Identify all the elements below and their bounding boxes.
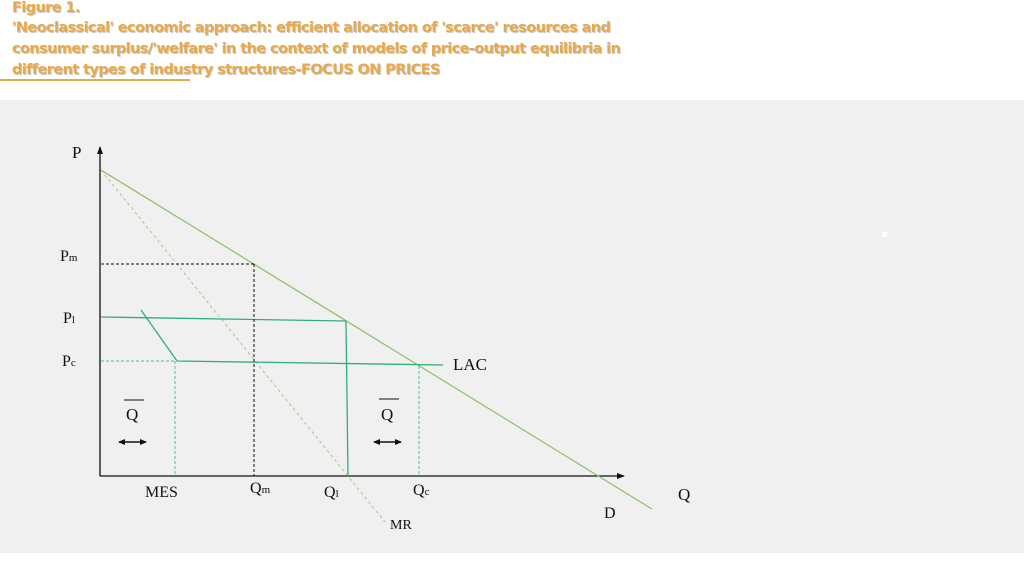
pm-label: Pm — [60, 248, 78, 265]
demand-curve — [101, 170, 652, 509]
title-line-1: 'Neoclassical' economic approach: efficient allocation of 'scarce' resources and — [12, 20, 611, 36]
demand-label: D — [604, 505, 616, 522]
y-axis-label: P — [72, 143, 82, 162]
qc-label: Qc — [413, 482, 430, 499]
ql-label: Ql — [324, 484, 339, 501]
mr-label: MR — [390, 518, 412, 533]
qbar-left-label: Q — [126, 405, 139, 424]
mes-label: MES — [145, 484, 178, 501]
limit-quantity-line — [346, 321, 348, 476]
x-axis-label: Q — [678, 485, 691, 504]
title-line-2: consumer surplus/'welfare' in the context of models of price-output equilibria in — [12, 41, 621, 57]
pc-label: Pc — [62, 353, 76, 370]
title-line-3: different types of industry structures-FOCUS ON PRICES — [12, 62, 440, 78]
qbar-right-label: Q — [381, 405, 394, 424]
figure-number: Figure 1. — [12, 0, 80, 16]
qm-label: Qm — [250, 480, 271, 497]
lac-label: LAC — [453, 355, 487, 374]
limit-price-line — [101, 317, 346, 321]
mr-curve — [101, 170, 385, 522]
pl-label: Pl — [63, 310, 75, 327]
